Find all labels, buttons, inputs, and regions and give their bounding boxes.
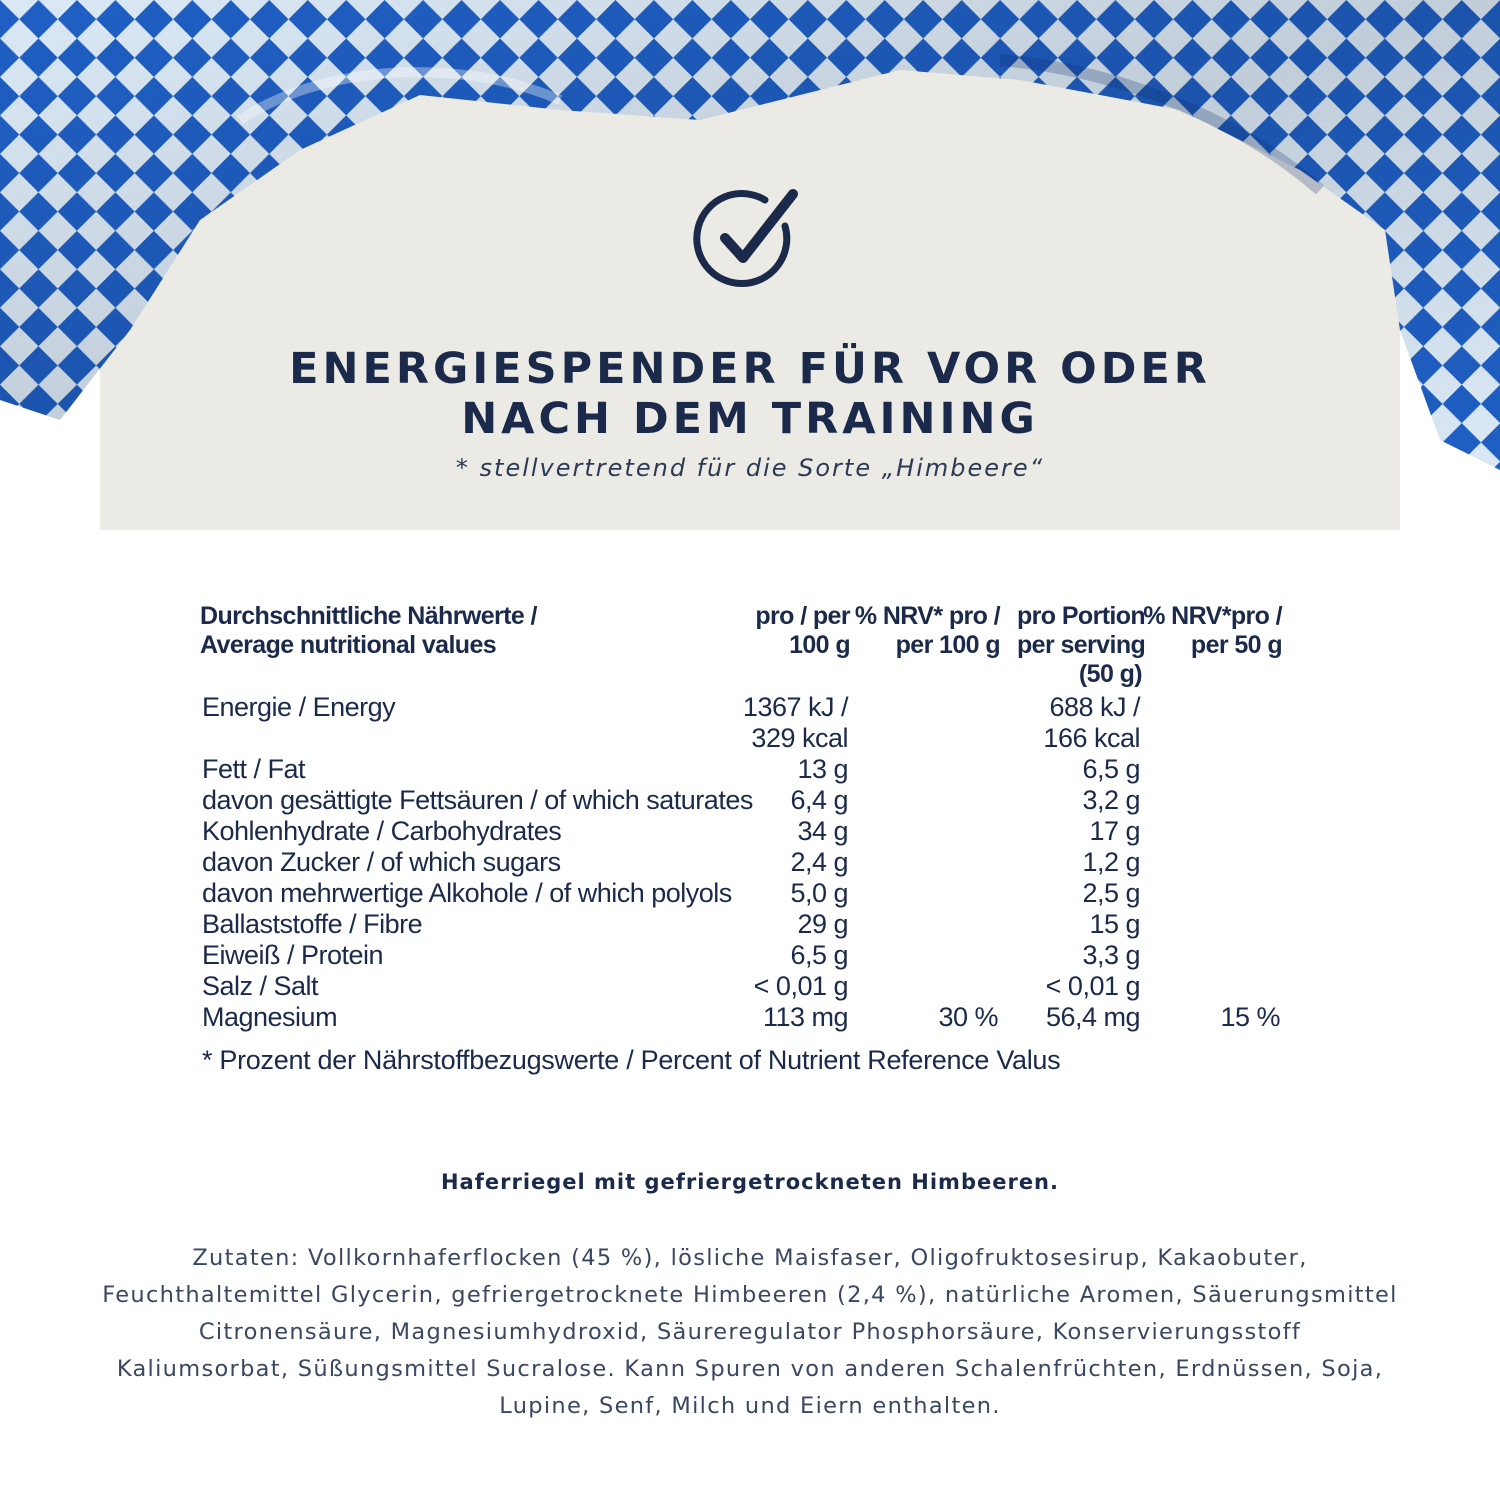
value-per-100g: 29 g xyxy=(797,909,848,939)
ingredients-text xyxy=(60,1240,1440,1425)
header-label xyxy=(200,602,740,660)
header-per-100g-line-1: pro / per xyxy=(755,602,850,630)
table-row xyxy=(200,878,1300,909)
nutrient-name: davon mehrwertige Alkohole / of which polyols xyxy=(202,878,732,908)
nutrient-name: davon gesättigte Fettsäuren / of which saturates xyxy=(202,785,753,815)
nrv-per-100g: 30 % xyxy=(938,1002,998,1032)
header-nrv-100g-line-2: per 100 g xyxy=(895,631,1000,659)
value-per-100g: 6,4 g xyxy=(790,785,848,815)
table-row xyxy=(200,909,1300,940)
nutrient-name: Ballaststoffe / Fibre xyxy=(202,909,423,939)
header-per-serving-line-2: per serving xyxy=(1017,631,1146,659)
header-label-line-1: Durchschnittliche Nährwerte / xyxy=(200,602,537,630)
checkmark-circle-icon xyxy=(693,186,805,294)
nutrition-rows xyxy=(200,692,1300,1033)
ingredients-line: Zutaten: Vollkornhaferflocken (45 %), lösliche Maisfaser, Oligofruktosesirup, Kakaobuter, xyxy=(192,1245,1308,1271)
nrv-per-serving: 15 % xyxy=(1220,1002,1280,1032)
value-per-100g: 34 g xyxy=(797,816,848,846)
nutrient-name: Eiweiß / Protein xyxy=(202,940,384,970)
header-per-serving-line-3: (50 g) xyxy=(1078,660,1142,688)
nutrition-table-header xyxy=(200,602,1300,692)
table-row xyxy=(200,816,1300,847)
table-row xyxy=(200,971,1300,1002)
nutrient-name: Fett / Fat xyxy=(202,754,306,784)
value-per-100g: 6,5 g xyxy=(790,940,848,970)
nrv-footnote: * Prozent der Nährstoffbezugswerte / Percent of Nutrient Reference Valus xyxy=(202,1045,1061,1075)
header-per-serving-line-1: pro Portion xyxy=(1017,602,1146,630)
header-nrv-serving-line-1: % NRV*pro / xyxy=(1143,602,1282,630)
value-per-serving: 3,3 g xyxy=(1082,940,1140,970)
ingredients-line: Citronensäure, Magnesiumhydroxid, Säureregulator Phosphorsäure, Konservierungsstoff xyxy=(198,1319,1302,1345)
header-nrv-100g xyxy=(840,602,1000,660)
nutrient-name: davon Zucker / of which sugars xyxy=(202,847,561,877)
table-row xyxy=(200,692,1300,754)
value-per-serving: < 0,01 g xyxy=(1045,971,1140,1001)
header-nrv-serving-line-2: per 50 g xyxy=(1190,631,1282,659)
header-per-100g xyxy=(720,602,850,660)
header-per-100g-line-2: 100 g xyxy=(789,631,850,659)
value-per-serving: 17 g xyxy=(1089,816,1140,846)
page-title xyxy=(250,344,1250,444)
value-per-serving: 2,5 g xyxy=(1082,878,1140,908)
nutrition-table xyxy=(200,602,1300,1033)
ingredients-line: Lupine, Senf, Milch und Eiern enthalten. xyxy=(499,1393,1001,1419)
product-title: Haferriegel mit gefriergetrockneten Himbeeren. xyxy=(440,1170,1059,1194)
table-row xyxy=(200,847,1300,878)
headline-line-1: ENERGIESPENDER FÜR VOR ODER xyxy=(289,344,1211,394)
value-per-100g: 1367 kJ / 329 kcal xyxy=(742,692,848,753)
ingredients-line: Feuchthaltemittel Glycerin, gefriergetrocknete Himbeeren (2,4 %), natürliche Aromen, Säuerungsmittel xyxy=(102,1282,1398,1308)
table-row xyxy=(200,940,1300,971)
value-per-serving: 688 kJ / 166 kcal xyxy=(1043,692,1140,753)
nutrient-name: Kohlenhydrate / Carbohydrates xyxy=(202,816,562,846)
value-per-serving: 1,2 g xyxy=(1082,847,1140,877)
subtitle: * stellvertretend für die Sorte „Himbeere“ xyxy=(455,454,1045,482)
nutrient-name: Energie / Energy xyxy=(202,692,396,722)
ingredients-line: Kaliumsorbat, Süßungsmittel Sucralose. Kann Spuren von anderen Schalenfrüchten, Erdnüssen, Soja, xyxy=(116,1356,1384,1382)
nutrient-name: Magnesium xyxy=(202,1002,338,1032)
value-per-serving: 3,2 g xyxy=(1082,785,1140,815)
value-per-100g: 5,0 g xyxy=(790,878,848,908)
value-per-serving: 56,4 mg xyxy=(1045,1002,1140,1032)
value-per-100g: < 0,01 g xyxy=(753,971,848,1001)
table-row xyxy=(200,785,1300,816)
value-per-100g: 13 g xyxy=(797,754,848,784)
value-per-serving: 15 g xyxy=(1089,909,1140,939)
table-row xyxy=(200,1002,1300,1033)
headline-line-2: NACH DEM TRAINING xyxy=(461,394,1039,444)
value-per-100g: 2,4 g xyxy=(790,847,848,877)
header-nrv-100g-line-1: % NRV* pro / xyxy=(854,602,1000,630)
value-per-100g: 113 mg xyxy=(762,1002,848,1032)
nutrient-name: Salz / Salt xyxy=(202,971,319,1001)
value-per-serving: 6,5 g xyxy=(1082,754,1140,784)
table-row xyxy=(200,754,1300,785)
header-nrv-serving xyxy=(1132,602,1282,660)
header-label-line-2: Average nutritional values xyxy=(200,631,497,659)
